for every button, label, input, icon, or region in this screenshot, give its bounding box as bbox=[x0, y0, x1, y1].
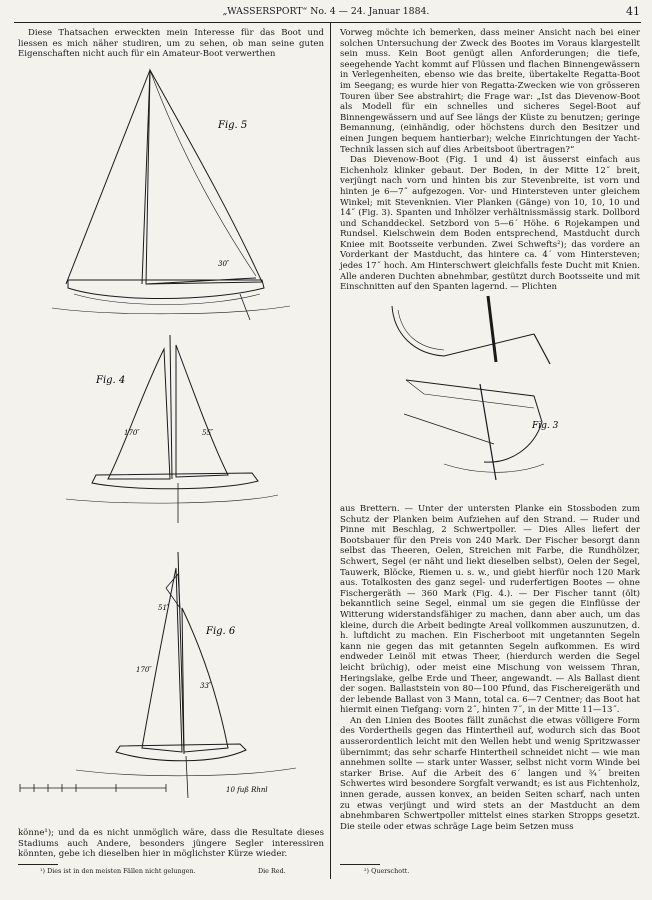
fig4-label: Fig. 4 bbox=[96, 375, 126, 386]
page-header bbox=[0, 6, 652, 22]
fig5-sail-mark: 30 ̋ bbox=[218, 260, 230, 268]
right-footnote: ²) Querschott. bbox=[364, 867, 410, 875]
scale-label: 10 fuß Rhnl bbox=[226, 786, 268, 794]
fig4-sail-mark2: 55 ̋ bbox=[202, 429, 214, 437]
fig4-sail-mark1: 170 ̋ bbox=[124, 429, 140, 437]
left-continuation-text bbox=[18, 828, 324, 860]
figure-5-sailboat bbox=[50, 62, 290, 324]
left-continuation-paragraph: könne¹); und da es nicht unmöglich wäre, dass die Resultate dieses Stadiums auch Andere, besonders jüngere Segler interessiren könnten, gebe ich dieselben hier in möglichster Kürze wieder. bbox=[18, 828, 324, 860]
right-paragraph-2: Das Dievenow-Boot (Fig. 1 und 4) ist äusserst einfach aus Eichenholz klinker gebaut. Der Boden, in der Mitte 12˝ breit, verjüngt nach vorn und hinten bis zur Stevenbreite, ist vorn und hinten je 6—7˝ aufgezogen. Vor- und Hintersteven unter gleichem Winkel; mit Stevenknien. Vier Planken (Gänge) von 10, 10, 10 und 14˝ (Fig. 3). Spanten und Inhölzer verhältnissmässig stark. Dollbord und Schanddeckel. Setzbord von 5—6´ Höhe. 6 Rojekampen und Rundsel. Kielschwein dem Boden entsprechend, Mastducht durch Kniee mit Bootsseite verbunden. Zwei Schwefts²); das vordere an Vorderkant der Mastducht, das hintere ca. 4´ vom Hintersteven; jedes 17˝ hoch. Am Hinterschwert gleichfalls feste Ducht mit Knien. Alle anderen Duchten abnehmbar, gestützt durch Bootsseite und mit Einschnitten auf den Spanten lagernd. — Plichten bbox=[340, 155, 640, 293]
left-intro-paragraph: Diese Thatsachen erweckten mein Interesse für das Boot und liessen es mich näher studiren, um zu sehen, ob man seine guten Eigenschaften nicht auch für ein Amateur-Boot verwerthen bbox=[18, 28, 324, 60]
fig6-jib-mark: 33 ̋ bbox=[200, 682, 212, 690]
figure-3-cross-sections bbox=[384, 294, 584, 496]
left-footnote-credit: Die Red. bbox=[258, 867, 286, 875]
right-paragraph-3: aus Brettern. — Unter der untersten Planke ein Stossboden zum Schutz der Planken beim Aufziehen auf den Strand. — Ruder und Pinne mit Beschlag, 2 Schwertpoller. — Dies Alles liefert der Bootsbauer für den Preis von 240 Mark. Der Fischer besorgt dann selbst das Theeren, Oelen, Streichen mit Farbe, die Rundhölzer, Schwert, Segel (er näht und liekt dieselben selbst), Oelen der Segel, Tauwerk, Blöcke, Riemen u. s. w., und giebt hierfür noch 120 Mark aus. Totalkosten des ganz segel- und ruderfertigen Bootes — ohne Fischergeräth — 360 Mark (Fig. 4.). — Der Fischer tannt (ölt) bekanntlich seine Segel, einmal um sie gegen die Einflüsse der Witterung widerstandsfähiger zu machen, dann aber auch, um das kleine, durch die Arbeit bedingte Areal vollkommen auszunutzen, d. h. luftdicht zu machen. Ein Fischerboot mit ungetannten Segeln kann nie gegen das mit getannten Segeln aufkommen. Es wird endweder Leinöl mit etwas Theer, (hierdurch werden die Segel leicht brüchig), oder meist eine Mischung von weissem Thran, Heringslake, gelbe Erde und Theer, angewandt. — Als Ballast dient der sogen. Ballaststein von 80—100 Pfund, das Fischereigeräth und der lebende Ballast von 3 Mann, total ca. 6—7 Centner; das Boot hat hiermit einen Tiefgang: vorn 2˝, hinten 7˝, in der Mitte 11—13˝. bbox=[340, 504, 640, 716]
fig6-main-mark: 170 ̋ bbox=[136, 666, 152, 674]
fig5-label: Fig. 5 bbox=[218, 120, 248, 131]
column-divider bbox=[330, 23, 331, 879]
header-title: „WASSERSPORT“ No. 4 — 24. Januar 1884. bbox=[222, 6, 430, 17]
left-footnote-rule bbox=[18, 864, 58, 865]
figure-6-sailboat bbox=[16, 548, 322, 812]
right-footnote-rule bbox=[340, 864, 380, 865]
fig3-label: Fig. 3 bbox=[532, 421, 559, 431]
right-paragraph-4: An den Linien des Bootes fällt zunächst die etwas völligere Form des Vordertheils gegen das Hintertheil auf, wodurch sich das Boot ausserordentlich leicht mit den Wellen hebt und wenig Spritzwasser übernimmt; das sehr scharfe Hintertheil schneidet nicht — wie man annehmen sollte — stark unter Wasser, selbst nicht vorm Winde bei starker Brise. Auf die Arbeit des 6´ langen und ¾´ breiten Schwertes wird besondere Sorgfalt verwandt; es ist aus Fichtenholz, innen gerade, aussen konvex, an beiden Seiten scharf, nach unten zu etwas verjüngt und wird stets an der Mastducht an dem abnehmbaren Schwertpoller mittelst eines starken Stropps gesetzt. Die steile oder etwas schräge Lage beim Setzen muss bbox=[340, 715, 640, 832]
right-paragraph-1: Vorweg möchte ich bemerken, dass meiner Ansicht nach bei einer solchen Untersuchung der Zweck des Bootes im Voraus klargestellt sein muss. Kein Boot genügt allen Anforderungen; die tiefe, seegehende Yacht kommt auf Flüssen und flachen Binnengewässern in Verlegenheiten, ebenso wie das breite, übertakelte Regatta-Boot im Seegang; es wurde hier von Regatta-Zwecken wie von grösseren Touren über See abstrahirt; die Frage war: „Ist das Dievenow-Boot als Modell für ein schnelles und sicheres Segel-Boot auf Binnengewässern und auf See längs der Küste zu benutzen; geringe Bemannung, (einhändig, oder höchstens durch den Besitzer und einen Jungen bequem hantierbar); welche Einrichtungen der Yacht-Technik lassen sich auf dies Arbeitsboot übertragen?“ bbox=[340, 28, 640, 155]
fig6-label: Fig. 6 bbox=[206, 626, 236, 637]
fig6-topsail-mark: 51 ̋ bbox=[158, 604, 170, 612]
page-number: 41 bbox=[626, 5, 640, 18]
right-bottom-text bbox=[340, 504, 640, 832]
left-intro-text bbox=[18, 28, 324, 60]
left-footnote: ¹) Dies ist in den meisten Fällen nicht gelungen. bbox=[40, 867, 196, 875]
figure-4-sailboat bbox=[52, 333, 286, 525]
right-top-text bbox=[340, 28, 640, 293]
header-rule bbox=[14, 22, 641, 23]
